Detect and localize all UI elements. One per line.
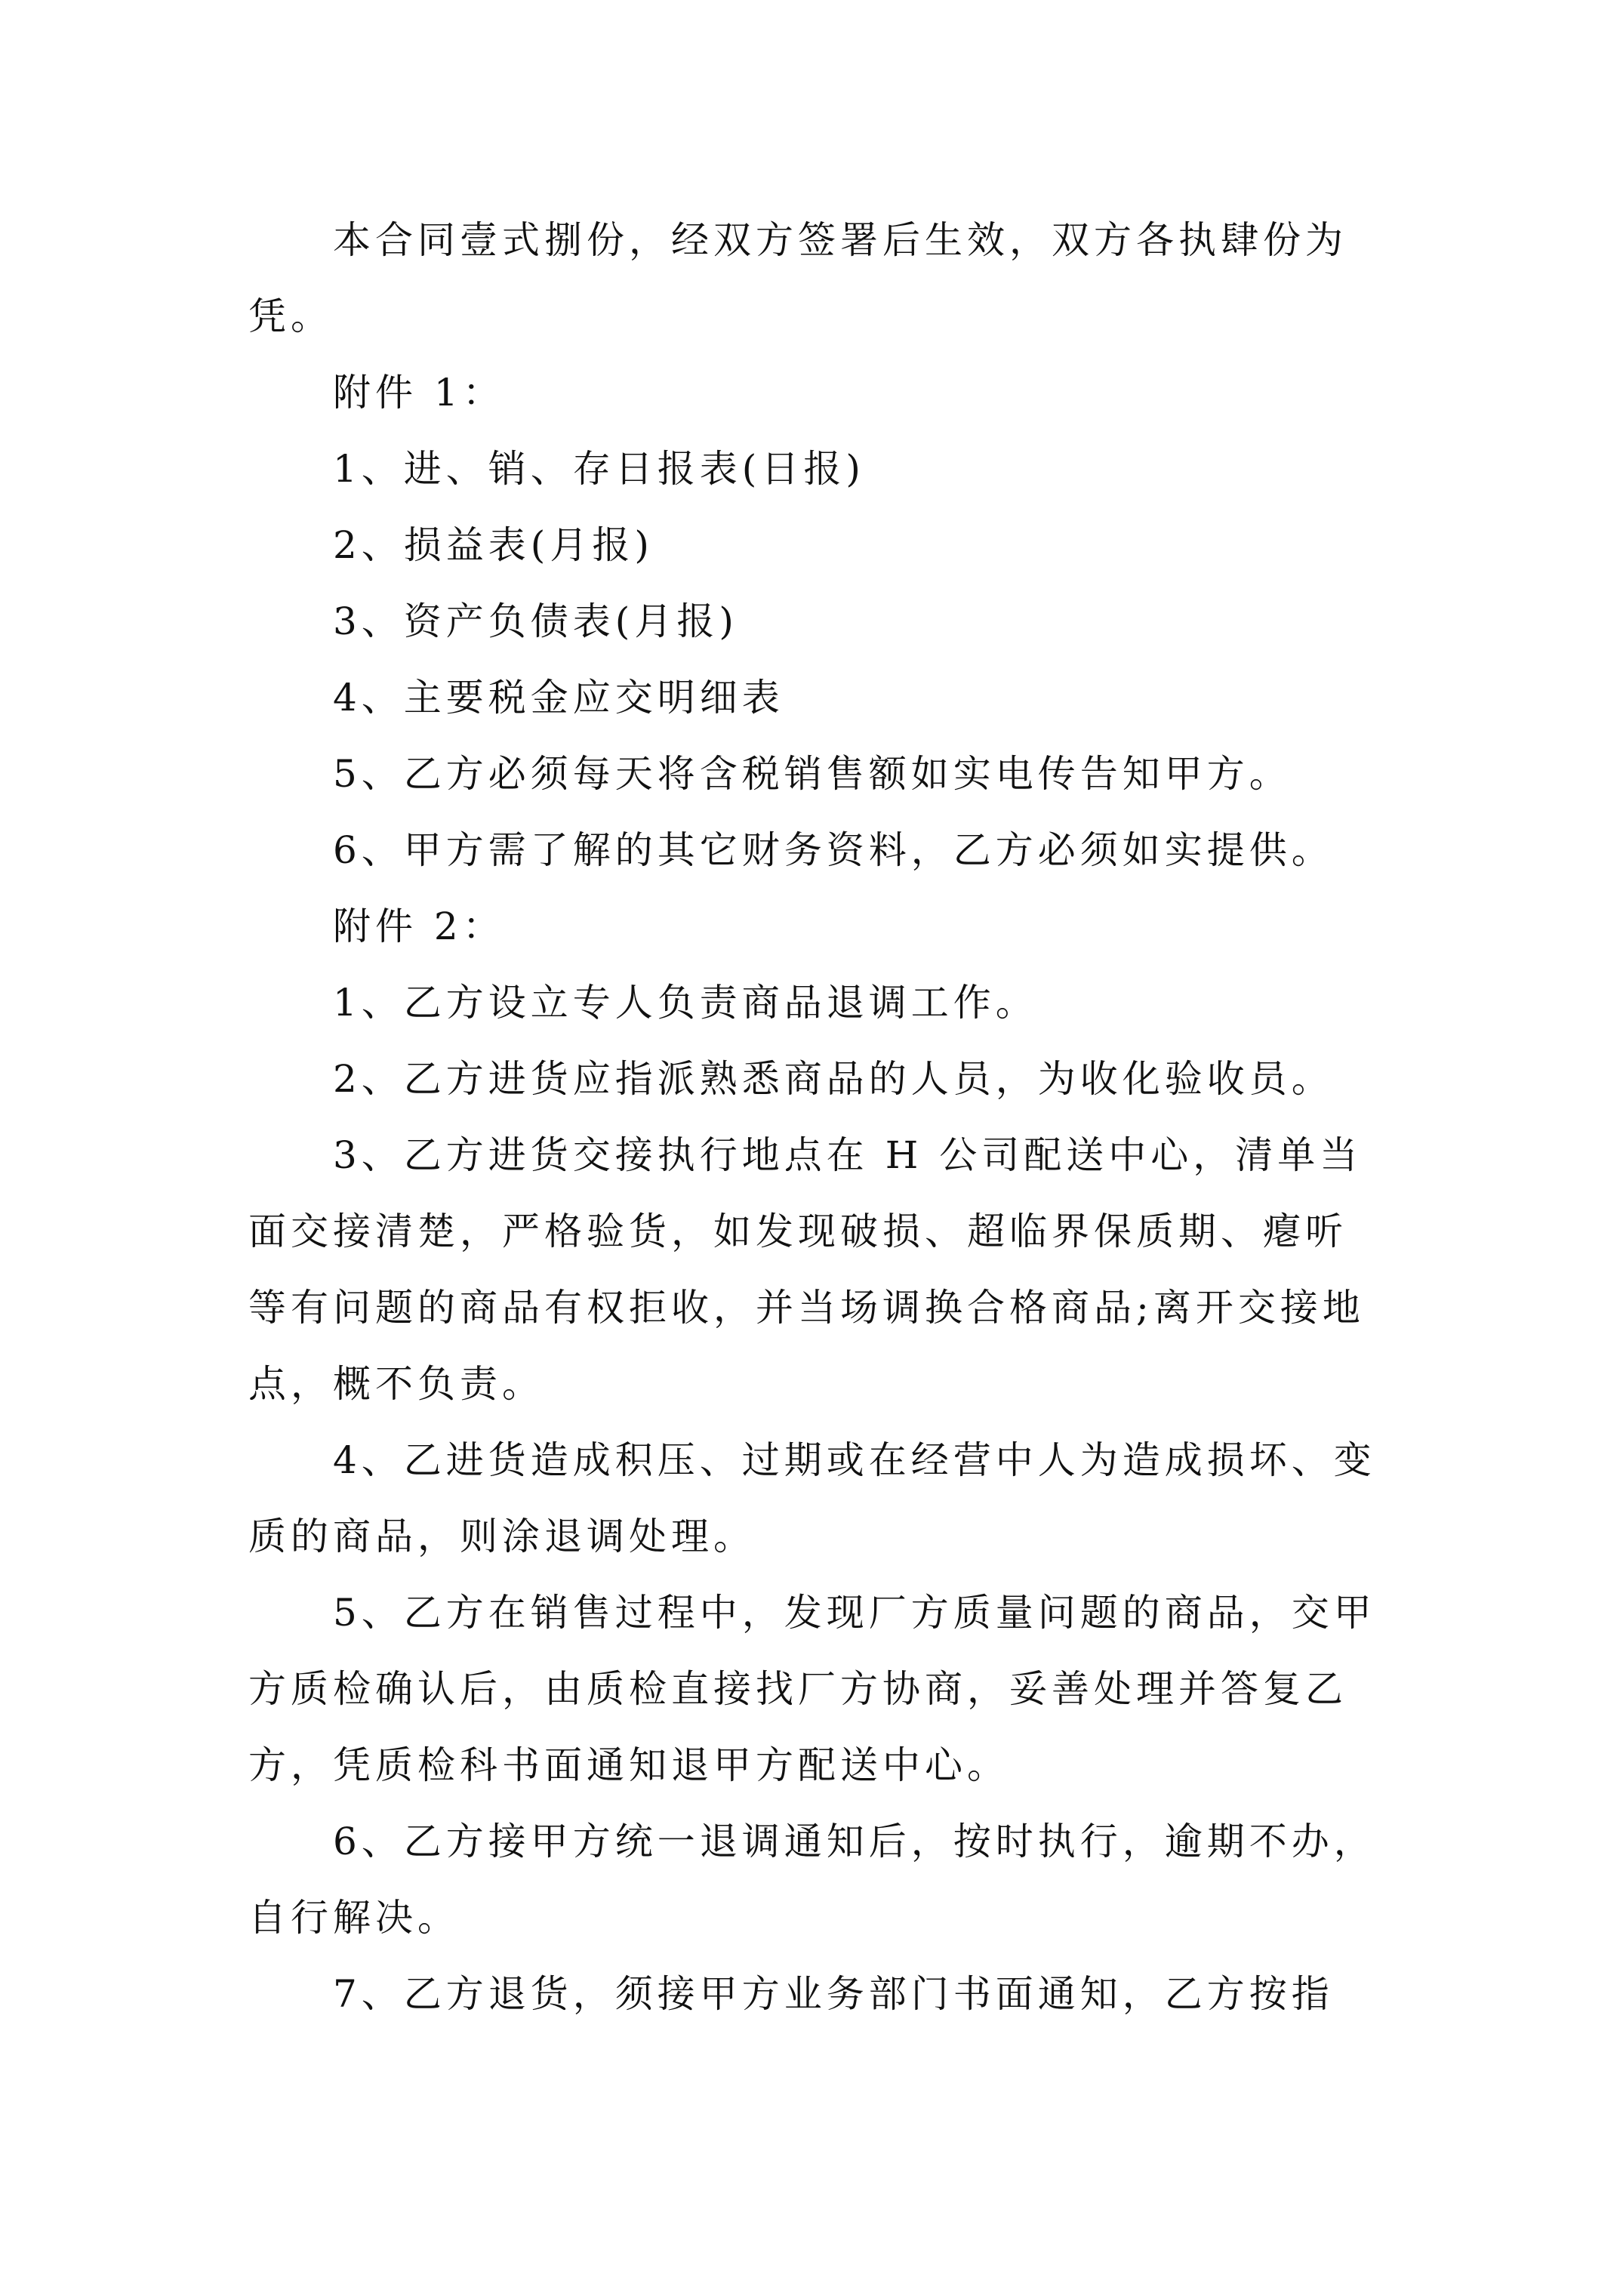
paragraph-attachment-2-item-6: 6、乙方接甲方统一退调通知后，按时执行，逾期不办，自行解决。 bbox=[248, 1820, 1376, 1940]
paragraph-attachment-1-item-4: 4、主要税金应交明细表 bbox=[333, 676, 784, 720]
paragraph-attachment-2-item-2: 2、乙方进货应指派熟悉商品的人员，为收化验收员。 bbox=[333, 1057, 1334, 1101]
paragraph-attachment-2-heading: 附件 2： bbox=[333, 905, 505, 948]
paragraph-attachment-1-item-2: 2、损益表(月报) bbox=[333, 523, 654, 567]
paragraph-attachment-2-item-4: 4、乙进货造成积压、过期或在经营中人为造成损坏、变质的商品，则涂退调处理。 bbox=[248, 1438, 1376, 1558]
paragraph-contract-copies: 本合同壹式捌份，经双方签署后生效，双方各执肆份为凭。 bbox=[248, 218, 1347, 338]
paragraph-attachment-2-item-3: 3、乙方进货交接执行地点在 H 公司配送中心，清单当面交接清楚，严格验货，如发现破损、超临界保质期、瘪听等有问题的商品有权拒收，并当场调换合格商品;离开交接地点，概不负责。 bbox=[248, 1133, 1365, 1406]
paragraph-attachment-1-item-3: 3、资产负债表(月报) bbox=[333, 599, 738, 643]
document-body bbox=[248, 202, 1381, 2032]
paragraph-attachment-2-item-7: 7、乙方退货，须接甲方业务部门书面通知，乙方按指 bbox=[333, 1972, 1334, 2016]
paragraph-attachment-1-item-1: 1、进、销、存日报表(日报) bbox=[333, 447, 865, 491]
paragraph-attachment-1-heading: 附件 1： bbox=[333, 371, 505, 415]
paragraph-attachment-1-item-6: 6、甲方需了解的其它财务资料，乙方必须如实提供。 bbox=[333, 828, 1334, 872]
paragraph-attachment-2-item-1: 1、乙方设立专人负责商品退调工作。 bbox=[333, 981, 1038, 1025]
paragraph-attachment-1-item-5: 5、乙方必须每天将含税销售额如实电传告知甲方。 bbox=[333, 752, 1292, 796]
paragraph-attachment-2-item-5: 5、乙方在销售过程中，发现厂方质量问题的商品，交甲方质检确认后，由质检直接找厂方协商，妥善处理并答复乙方，凭质检科书面通知退甲方配送中心。 bbox=[248, 1591, 1376, 1787]
